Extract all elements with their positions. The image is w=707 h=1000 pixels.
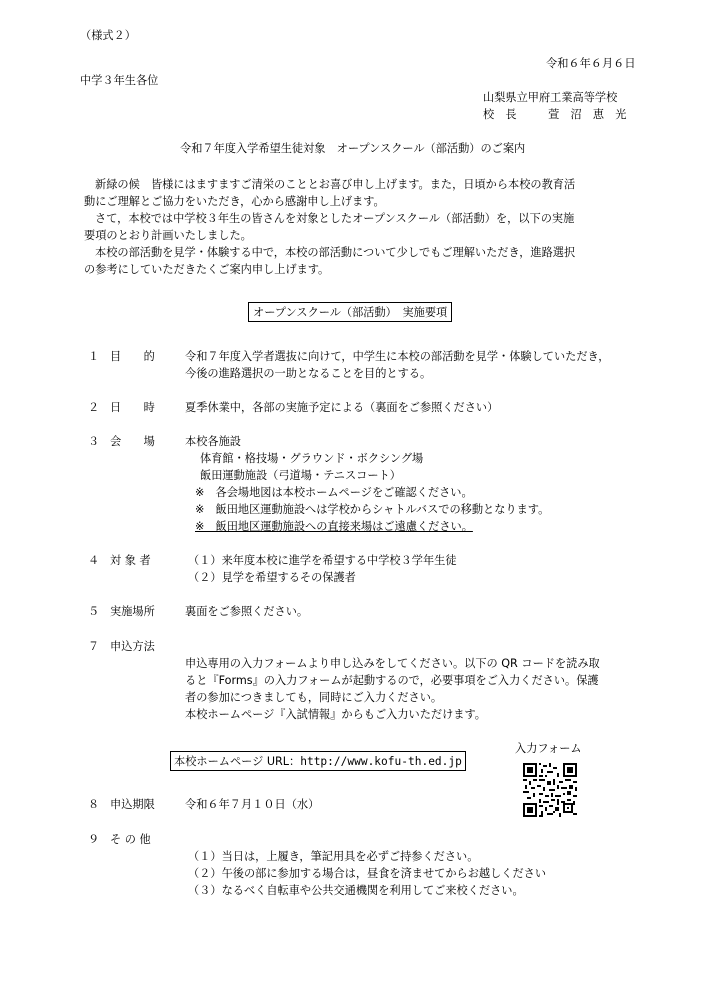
venue-main: 本校各施設	[185, 435, 241, 448]
venue-note-1: ※ 各会場地図は本校ホームページをご確認ください。	[195, 486, 473, 499]
target-line-2: （２）見学を希望するその保護者	[188, 571, 356, 584]
purpose-line-2: 今後の進路選択の一助となることを目的とする。	[185, 367, 432, 380]
form-label: 入力フォーム	[515, 742, 582, 755]
item-number-place: ５	[88, 605, 100, 618]
venue-sub-2: 飯田運動施設（弓道場・テニスコート）	[200, 469, 401, 482]
intro-line-6: の参考にしていただきたくご案内申し上げます。	[84, 263, 330, 276]
item-label-date: 日 時	[110, 401, 155, 414]
item-label-other: そ の 他	[110, 833, 151, 846]
form-number: （様式２）	[80, 29, 136, 42]
subject-title: 令和７年度入学希望生徒対象 オープンスクール（部活動）のご案内	[180, 142, 526, 155]
item-number-apply: ７	[88, 640, 100, 653]
purpose-line-1: 令和７年度入学者選抜に向けて，中学生に本校の部活動を見学・体験していただき，	[185, 350, 610, 363]
item-number-purpose: １	[88, 350, 100, 363]
intro-line-1: 新緑の候 皆様にはますますご清栄のこととお喜び申し上げます。また，日頃から本校の教育活	[95, 178, 576, 191]
apply-line-2: ると『Forms』の入力フォームが起動するので，必要事項をご入力ください。保護	[185, 674, 599, 687]
school-url-prefix: 本校ホームページ URL：	[174, 755, 301, 768]
item-label-purpose: 目 的	[110, 350, 155, 363]
intro-line-3: さて，本校では中学校３年生の皆さんを対象としたオープンスクール（部活動）を，以下の実施	[95, 212, 575, 225]
item-number-date: ２	[88, 401, 100, 414]
apply-line-3: 者の参加につきましても，同時にご入力ください。	[185, 691, 443, 704]
other-line-1: （１）当日は，上履き，筆記用具を必ずご持参ください。	[188, 850, 479, 863]
recipient: 中学３年生各位	[80, 74, 159, 87]
deadline-text: 令和６年７月１０日（水）	[185, 798, 320, 811]
item-label-apply: 申込方法	[110, 640, 155, 653]
other-line-2: （２）午後の部に参加する場合は，昼食を済ませてからお越しください	[188, 867, 547, 880]
item-label-deadline: 申込期限	[110, 798, 155, 811]
document-date: 令和６年６月６日	[546, 57, 636, 70]
item-number-venue: ３	[88, 435, 100, 448]
school-url-box[interactable]	[170, 751, 466, 771]
other-line-3: （３）なるべく自転車や公共交通機関を利用してご来校ください。	[188, 884, 524, 897]
intro-line-2: 動にご理解とご協力をいただき，心から感謝申し上げます。	[84, 195, 385, 208]
item-label-place: 実施場所	[110, 605, 155, 618]
guidelines-heading: オープンスクール（部活動） 実施要項	[248, 302, 452, 322]
apply-line-4: 本校ホームページ『入試情報』からもご入力いただけます。	[185, 708, 486, 721]
sender-title: 校 長	[483, 108, 517, 121]
item-number-target: ４	[88, 554, 100, 567]
item-label-target: 対 象 者	[110, 554, 151, 567]
place-text: 裏面をご参照ください。	[185, 605, 309, 618]
venue-note-3: ※ 飯田地区運動施設への直接来場はご遠慮ください。	[195, 520, 473, 533]
qr-code-icon[interactable]	[523, 763, 577, 817]
date-text: 夏季休業中，各部の実施予定による（裏面をご参照ください）	[185, 401, 499, 414]
item-number-deadline: ８	[88, 798, 100, 811]
target-line-1: （１）来年度本校に進学を希望する中学校３学年生徒	[188, 554, 457, 567]
venue-note-2: ※ 飯田地区運動施設へは学校からシャトルバスでの移動となります。	[195, 503, 550, 516]
intro-line-4: 要項のとおり計画いたしました。	[84, 229, 252, 242]
item-number-other: ９	[88, 833, 100, 846]
venue-sub-1: 体育館・格技場・グラウンド・ボクシング場	[200, 452, 424, 465]
apply-line-1: 申込専用の入力フォームより申し込みをしてください。以下の QR コードを読み取	[185, 657, 600, 670]
intro-line-5: 本校の部活動を見学・体験する中で，本校の部活動について少しでもご理解いただき，進路選択	[95, 246, 576, 259]
sender-title-name	[483, 106, 626, 122]
item-label-venue: 会 場	[110, 435, 155, 448]
school-url-link[interactable]: http://www.kofu-th.ed.jp	[300, 755, 462, 768]
sender-name: 萱 沼 恵 光	[548, 108, 627, 121]
sender-school: 山梨県立甲府工業高等学校	[483, 91, 618, 104]
